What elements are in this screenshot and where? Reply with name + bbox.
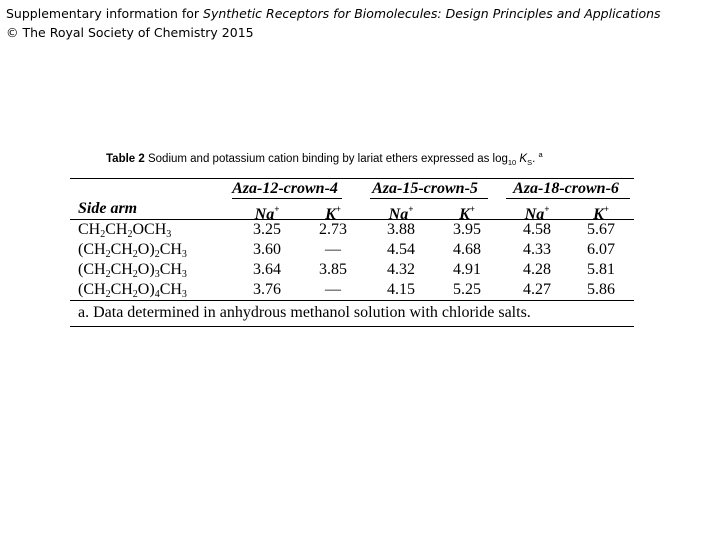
ion-charge: + xyxy=(544,204,550,214)
formula-subscript: 2 xyxy=(105,269,111,280)
group-header-aza18: Aza-18-crown-6 xyxy=(513,180,619,197)
formula-part: O) xyxy=(137,281,155,298)
value-cell: 5.67 xyxy=(587,221,615,238)
value-cell: — xyxy=(325,241,341,258)
ion-na-label: Na xyxy=(388,206,409,223)
ion-charge: + xyxy=(274,204,280,214)
value-cell: 3.85 xyxy=(319,261,347,278)
formula-subscript: 2 xyxy=(132,289,138,300)
supplementary-title-line xyxy=(6,4,661,23)
formula-part: O) xyxy=(137,261,155,278)
value-cell: 3.25 xyxy=(253,221,281,238)
ion-charge: + xyxy=(469,204,475,214)
value-cell: 5.86 xyxy=(587,281,615,298)
formula-subscript: 2 xyxy=(105,289,111,300)
formula-subscript: 3 xyxy=(166,229,172,240)
formula-part: (CH xyxy=(78,261,106,278)
value-cell: 3.95 xyxy=(453,221,481,238)
formula-subscript: 3 xyxy=(181,269,187,280)
formula-subscript: 2 xyxy=(132,269,138,280)
value-cell: 3.88 xyxy=(387,221,415,238)
formula-part: CH xyxy=(110,261,133,278)
formula-part: (CH xyxy=(78,281,106,298)
caption-label: Table 2 xyxy=(106,152,145,165)
table-body xyxy=(70,220,634,300)
column-header-row xyxy=(70,199,634,223)
value-cell: 3.76 xyxy=(253,281,281,298)
table-caption xyxy=(106,150,543,167)
caption-k: K xyxy=(516,152,528,165)
value-cell: 4.32 xyxy=(387,261,415,278)
value-cell: 5.81 xyxy=(587,261,615,278)
caption-footnote-marker: a xyxy=(538,150,543,159)
ion-charge: + xyxy=(335,204,341,214)
group-header-row xyxy=(70,179,634,199)
caption-k-subscript: S xyxy=(527,158,533,168)
table-row xyxy=(70,280,634,300)
formula-part: CH xyxy=(78,221,101,238)
formula-part: CH xyxy=(105,221,128,238)
value-cell: 4.54 xyxy=(387,241,415,258)
ion-charge: + xyxy=(603,204,609,214)
formula-subscript: 2 xyxy=(132,249,138,260)
ion-k-label: K xyxy=(459,206,470,223)
group-header-aza12: Aza-12-crown-4 xyxy=(232,180,338,197)
value-cell: — xyxy=(325,281,341,298)
value-cell: 3.60 xyxy=(253,241,281,258)
value-cell: 4.28 xyxy=(523,261,551,278)
formula-part: CH xyxy=(110,241,133,258)
formula-part: (CH xyxy=(78,241,106,258)
value-cell: 4.58 xyxy=(523,221,551,238)
formula-subscript: 3 xyxy=(181,249,187,260)
copyright-line: © The Royal Society of Chemistry 2015 xyxy=(6,25,254,40)
formula-subscript: 2 xyxy=(100,229,106,240)
formula-part: CH xyxy=(159,241,182,258)
caption-text: Sodium and potassium cation binding by lariat ethers expressed as log xyxy=(144,152,508,165)
formula-subscript: 4 xyxy=(154,289,160,300)
side-arm-cell xyxy=(78,280,187,305)
value-cell: 6.07 xyxy=(587,241,615,258)
formula-part: O) xyxy=(137,241,155,258)
group-header-aza15: Aza-15-crown-5 xyxy=(372,180,478,197)
binding-table xyxy=(70,178,634,327)
value-cell: 4.91 xyxy=(453,261,481,278)
formula-subscript: 2 xyxy=(154,249,160,260)
formula-subscript: 3 xyxy=(154,269,160,280)
supplementary-header xyxy=(6,4,661,42)
table-row xyxy=(70,220,634,240)
value-cell: 2.73 xyxy=(319,221,347,238)
ion-charge: + xyxy=(408,204,414,214)
ion-k-label: K xyxy=(593,206,604,223)
ion-na-label: Na xyxy=(254,206,275,223)
formula-subscript: 2 xyxy=(127,229,133,240)
value-cell: 4.27 xyxy=(523,281,551,298)
formula-subscript: 3 xyxy=(181,289,187,300)
table-row xyxy=(70,260,634,280)
table-bottom-rule xyxy=(70,326,634,327)
value-cell: 3.64 xyxy=(253,261,281,278)
book-title: Synthetic Receptors for Biomolecules: Design Principles and Applications xyxy=(203,6,661,21)
value-cell: 4.15 xyxy=(387,281,415,298)
ion-na-label: Na xyxy=(524,206,545,223)
formula-part: CH xyxy=(110,281,133,298)
caption-log-subscript: 10 xyxy=(507,158,517,168)
formula-part: OCH xyxy=(132,221,167,238)
ion-k-label: K xyxy=(325,206,336,223)
header-prefix: Supplementary information for xyxy=(6,6,204,21)
formula-part: CH xyxy=(159,261,182,278)
caption-tail: . xyxy=(532,152,539,165)
value-cell: 4.33 xyxy=(523,241,551,258)
formula-subscript: 2 xyxy=(105,249,111,260)
value-cell: 5.25 xyxy=(453,281,481,298)
side-arm-header: Side arm xyxy=(78,200,138,217)
formula-part: CH xyxy=(159,281,182,298)
table-footnote: a. Data determined in anhydrous methanol solution with chloride salts. xyxy=(78,304,531,321)
table-row xyxy=(70,240,634,260)
value-cell: 4.68 xyxy=(453,241,481,258)
